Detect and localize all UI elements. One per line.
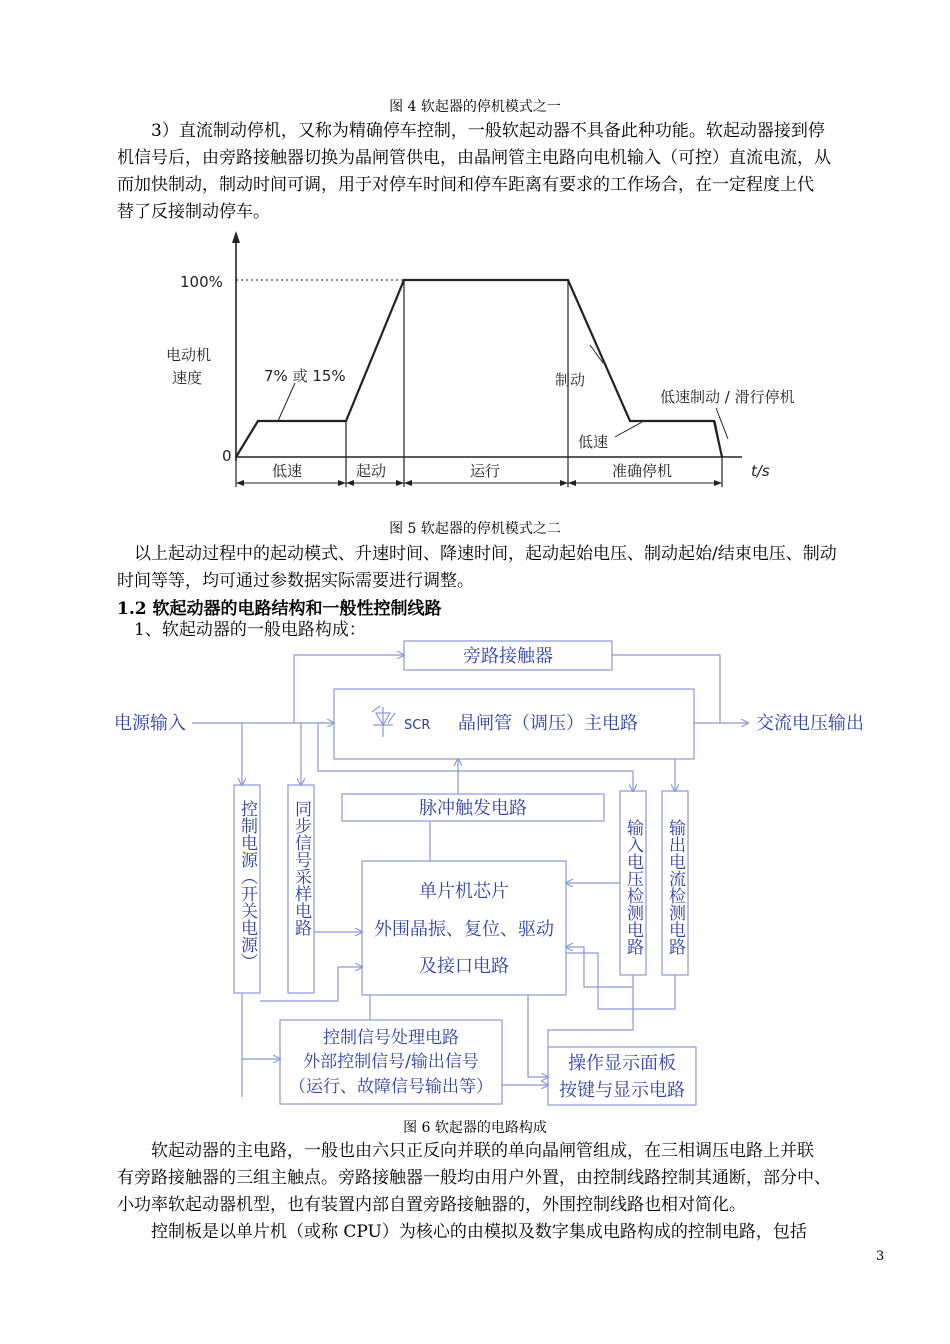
mcu-label: 单片机芯片 (419, 881, 509, 902)
iout-detect-label: 输出电流检测电路 (665, 819, 685, 955)
paragraph-line: 软起动器的主电路，一般也由六只正反向并联的单向晶闸管组成，在三相调压电路上并联 (151, 1141, 814, 1161)
paragraph-line: 而加快制动，制动时间可调，用于对停车时间和停车距离有要求的工作场合，在一定程度上代 (117, 175, 814, 195)
ctrl-power-label: 控制电源（开关电源） (237, 800, 257, 970)
main-circuit-label: 晶闸管（调压）主电路 (458, 713, 638, 734)
phase-label: 运行 (470, 462, 501, 480)
leader-line (278, 383, 295, 421)
mcu-label: 及接口电路 (419, 956, 509, 977)
pulse-label: 脉冲触发电路 (419, 798, 527, 819)
y-axis-label: 速度 (172, 369, 203, 387)
paragraph-line: 小功率软起动器机型，也有装置内部自置旁路接触器的，外围控制线路也相对简化。 (117, 1195, 746, 1215)
paragraph-line: 时间等等，均可通过参数据实际需要进行调整。 (117, 571, 474, 591)
phase-label: 准确停机 (612, 462, 673, 480)
sync-label: 同步信号采样电路 (291, 800, 311, 936)
origin-label: 0 (222, 447, 232, 465)
figure-6-caption: 图 6 软起器的电路构成 (403, 1120, 547, 1136)
leader-line (615, 422, 642, 437)
speed-profile-figure (160, 225, 800, 500)
paragraph-line: 替了反接制动停车。 (117, 202, 270, 222)
paragraph-line: 以上起动过程中的起动模式、升速时间、降速时间，起动起始电压、制动起始/结束电压、制动 (134, 544, 837, 564)
figure-5-caption: 图 5 软起器的停机模式之二 (389, 521, 561, 537)
paragraph-line: 机信号后，由旁路接触器切换为晶闸管供电，由晶闸管主电路向电机输入（可控）直流电流，从 (117, 148, 831, 168)
phase-label: 起动 (356, 462, 387, 480)
ac-output-label: 交流电压输出 (756, 713, 864, 734)
mcu-label: 外围晶振、复位、驱动 (374, 919, 554, 940)
section-heading: 1.2 软起动器的电路结构和一般性控制线路 (117, 599, 442, 619)
panel-label: 按键与显示电路 (559, 1080, 685, 1101)
circuit-block-diagram (108, 637, 888, 1112)
power-input-label: 电源输入 (114, 713, 186, 734)
phase-label: 低速 (272, 462, 303, 480)
stop-mode-label: 低速制动 / 滑行停机 (660, 388, 795, 406)
page-number: 3 (876, 1249, 885, 1264)
paragraph-line: 控制板是以单片机（或称 CPU）为核心的由模拟及数字集成电路构成的控制电路，包括 (151, 1222, 807, 1242)
signal-label: 外部控制信号/输出信号 (303, 1052, 479, 1072)
scr-label: SCR (404, 718, 431, 733)
y-axis-arrow (232, 231, 240, 243)
signal-label: 控制信号处理电路 (323, 1028, 459, 1048)
brake-label: 制动 (555, 371, 586, 389)
figure-4-caption: 图 4 软起器的停机模式之一 (389, 99, 561, 115)
signal-label: （运行、故障信号输出等） (289, 1077, 493, 1097)
paragraph-line: 3）直流制动停机，又称为精确停车控制，一般软起动器不具备此种功能。软起动器接到停 (151, 121, 825, 141)
bypass-label: 旁路接触器 (463, 646, 553, 667)
y-axis-label: 电动机 (166, 346, 212, 364)
coast-line (715, 421, 722, 457)
list-item: 1、软起动器的一般电路构成： (134, 620, 366, 640)
low-speed-percent-label: 7% 或 15% (264, 367, 346, 385)
paragraph-params (117, 541, 885, 595)
paragraph-control-board (117, 1219, 885, 1246)
paragraph-dc-brake (117, 118, 885, 226)
paragraph-line: 有旁路接触器的三组主触点。旁路接触器一般均由用户外置，由控制线路控制其通断，部分中、 (117, 1168, 831, 1188)
paragraph-main-circuit (117, 1138, 885, 1219)
x-unit-label: t/s (751, 462, 770, 480)
panel-label: 操作显示面板 (568, 1053, 676, 1074)
y-max-label: 100% (180, 273, 223, 291)
low-label: 低速 (578, 433, 609, 451)
vin-detect-label: 输入电压检测电路 (623, 819, 643, 955)
